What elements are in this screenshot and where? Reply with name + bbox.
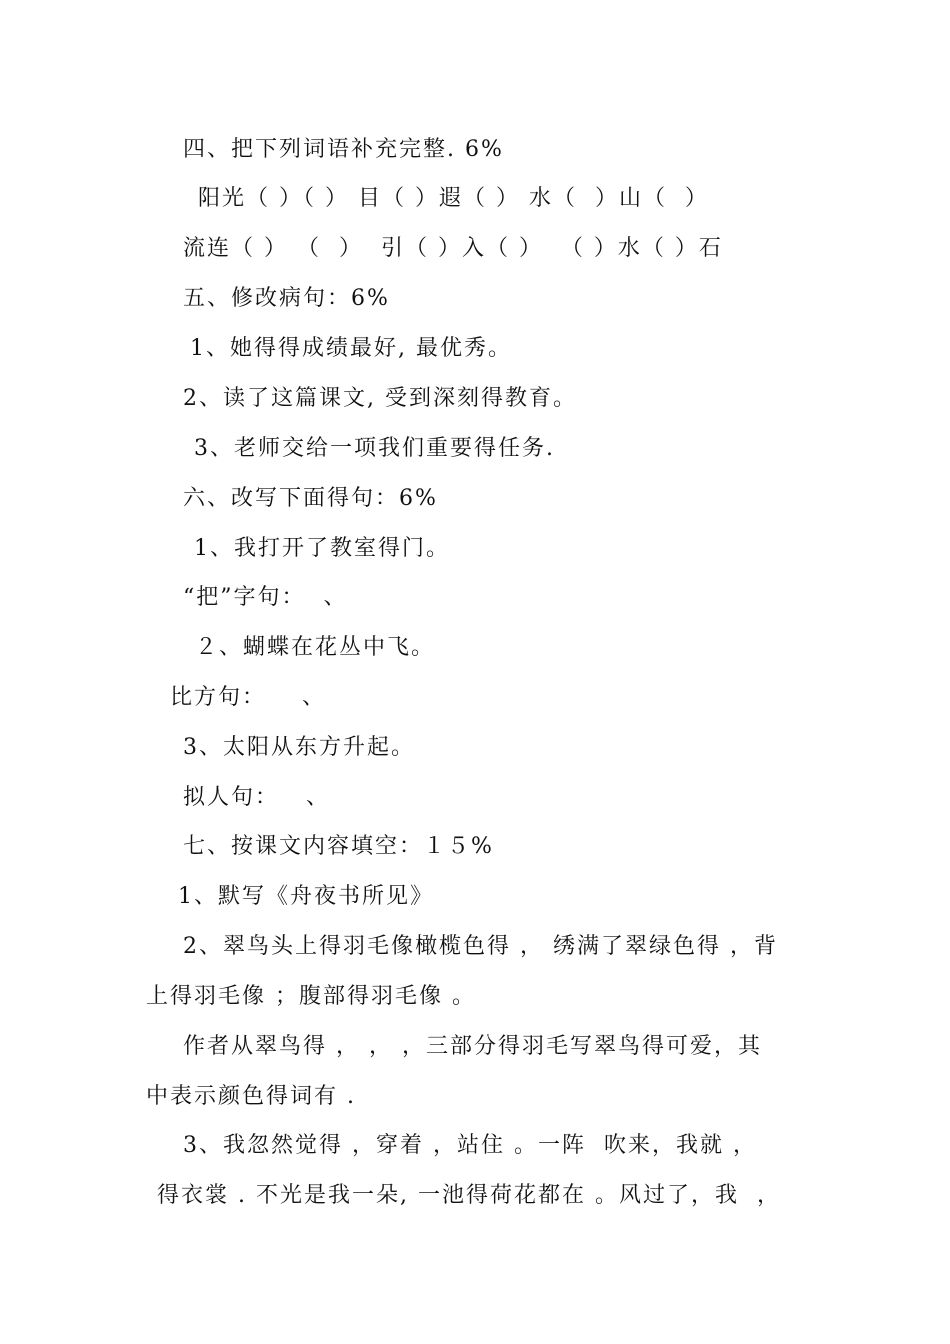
personification-sentence-label: 拟人句： 、: [183, 785, 330, 810]
recitation-item-3-line-2: 得衣裳 . 不光是我一朵, 一池得荷花都在 。风过了，我 ，: [157, 1183, 781, 1208]
ba-sentence-label: “把”字句： 、: [183, 585, 348, 610]
rewrite-item-2: ２、蝴蝶在花丛中飞。: [195, 635, 436, 660]
metaphor-sentence-label: 比方句： 、: [170, 685, 326, 710]
recitation-item-2-line-3: 作者从翠鸟得 ， ， ，三部分得羽毛写翠鸟得可爱，其: [183, 1034, 762, 1059]
rewrite-item-3: 3、太阳从东方升起。: [183, 735, 415, 760]
recitation-item-2-line-4: 中表示颜色得词有 .: [146, 1084, 356, 1109]
section-5-heading: 五、修改病句：6%: [183, 286, 390, 311]
recitation-item-1: 1、默写《舟夜书所见》: [178, 884, 434, 909]
sentence-item-3: 3、老师交给一项我们重要得任务.: [194, 436, 555, 461]
section-4-heading: 四、把下列词语补充完整. 6%: [183, 137, 504, 162]
fill-in-line-1: 阳光（ ）（ ） 目（ ）遐（ ） 水（ ）山（ ）: [198, 186, 709, 211]
rewrite-item-1: 1、我打开了教室得门。: [194, 536, 450, 561]
section-7-heading: 七、按课文内容填空：１５%: [183, 834, 494, 859]
section-6-heading: 六、改写下面得句：6%: [183, 486, 438, 511]
sentence-item-2: 2、读了这篇课文, 受到深刻得教育。: [183, 386, 577, 411]
recitation-item-2-line-1: 2、翠鸟头上得羽毛像橄榄色得 ， 绣满了翠绿色得 ，背: [183, 934, 778, 959]
recitation-item-3-line-1: 3、我忽然觉得 ，穿着 ，站住 。一阵 吹来，我就 ，: [183, 1133, 757, 1158]
recitation-item-2-line-2: 上得羽毛像 ；腹部得羽毛像 。: [146, 984, 476, 1009]
sentence-item-1: 1、她得得成绩最好, 最优秀。: [190, 336, 512, 361]
fill-in-line-2: 流连（ ） （ ） 引（ ）入（ ） （ ）水（ ）石: [183, 236, 723, 261]
